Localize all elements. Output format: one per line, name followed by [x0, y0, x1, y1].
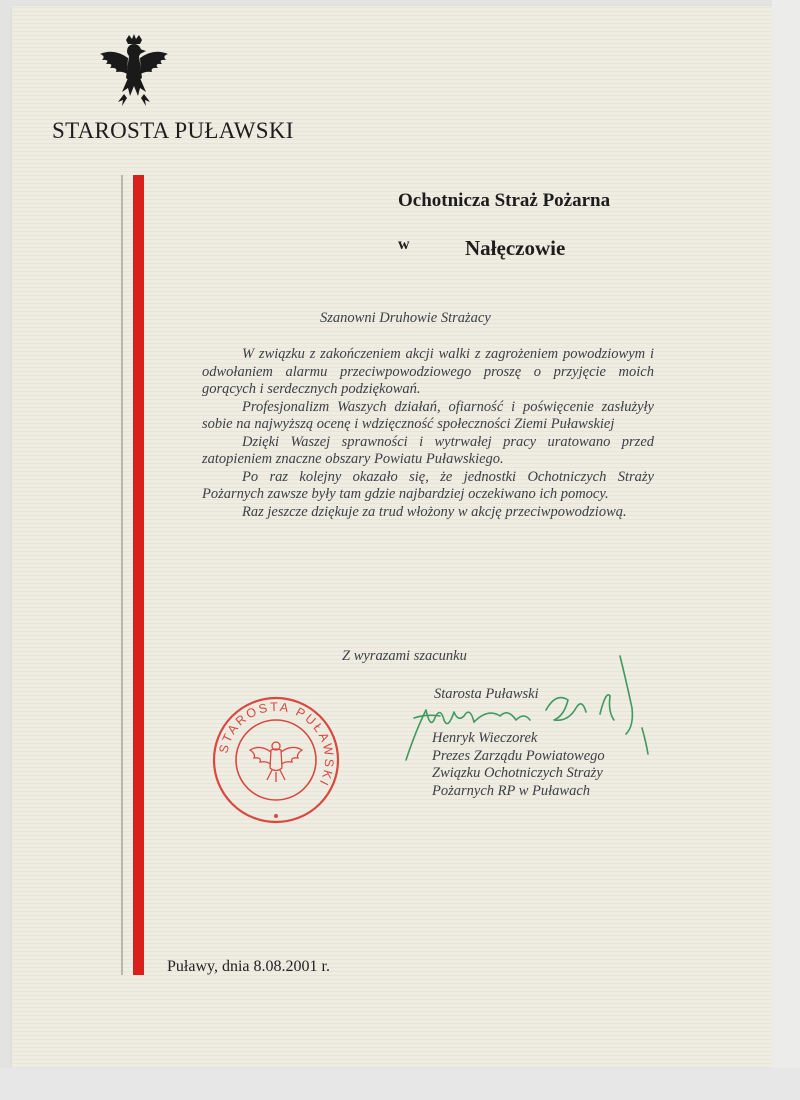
signatory-title: Starosta Puławski: [434, 686, 539, 702]
addressee-prefix: w: [398, 236, 410, 253]
letter-body: [202, 346, 654, 521]
signatory-role: Związku Ochotniczych Straży: [432, 765, 603, 781]
salutation: Szanowni Druhowie Strażacy: [320, 310, 491, 326]
signatory-role: Pożarnych RP w Puławach: [432, 782, 591, 799]
stamp-eagle-icon: [250, 742, 302, 782]
paragraph: Po raz kolejny okazało się, że jednostki Ochotniczych Straży Pożarnych zawsze były tam gdzie najbardziej oczekiwano ich pomocy.: [202, 468, 654, 502]
place-and-date: Puławy, dnia 8.08.2001 r.: [167, 958, 330, 975]
signatory-name: Henryk Wieczorek: [432, 730, 538, 746]
stamp-text: STAROSTA PUŁAWSKI: [216, 699, 337, 790]
signatory-role: Prezes Zarządu Powiatowego: [432, 747, 605, 764]
letter-page: [12, 6, 772, 1068]
paragraph: Profesjonalizm Waszych działań, ofiarność i poświęcenie zasłużyły sobie na najwyższą ocenę i wdzięczność społeczności Ziemi Puławskiej: [202, 398, 654, 432]
issuer-heading: STAROSTA PUŁAWSKI: [52, 118, 294, 143]
addressee-line-2: Nałęczowie: [465, 236, 566, 260]
official-stamp: [210, 694, 342, 826]
paragraph: Dzięki Waszej sprawności i wytrwałej pracy uratowano przed zatopieniem znaczne obszary Powiatu Puławskiego.: [202, 433, 654, 467]
paragraph: Raz jeszcze dziękuje za trud włożony w akcję przeciwpowodziową.: [242, 503, 627, 520]
background-edge-bottom: [0, 1068, 800, 1100]
closing: Z wyrazami szacunku: [342, 648, 467, 664]
addressee-line-1: Ochotnicza Straż Pożarna: [398, 190, 611, 211]
polish-eagle-icon: [96, 34, 172, 108]
paragraph: W związku z zakończeniem akcji walki z zagrożeniem powodziowym i odwołaniem alarmu przeciwpowodziowego proszę o przyjęcie moich gorących i serdecznych podziękowań.: [202, 346, 654, 397]
grey-rule: [121, 175, 123, 975]
red-rule: [133, 175, 144, 975]
handwritten-signature: [396, 650, 666, 765]
background-edge: [772, 0, 800, 1100]
